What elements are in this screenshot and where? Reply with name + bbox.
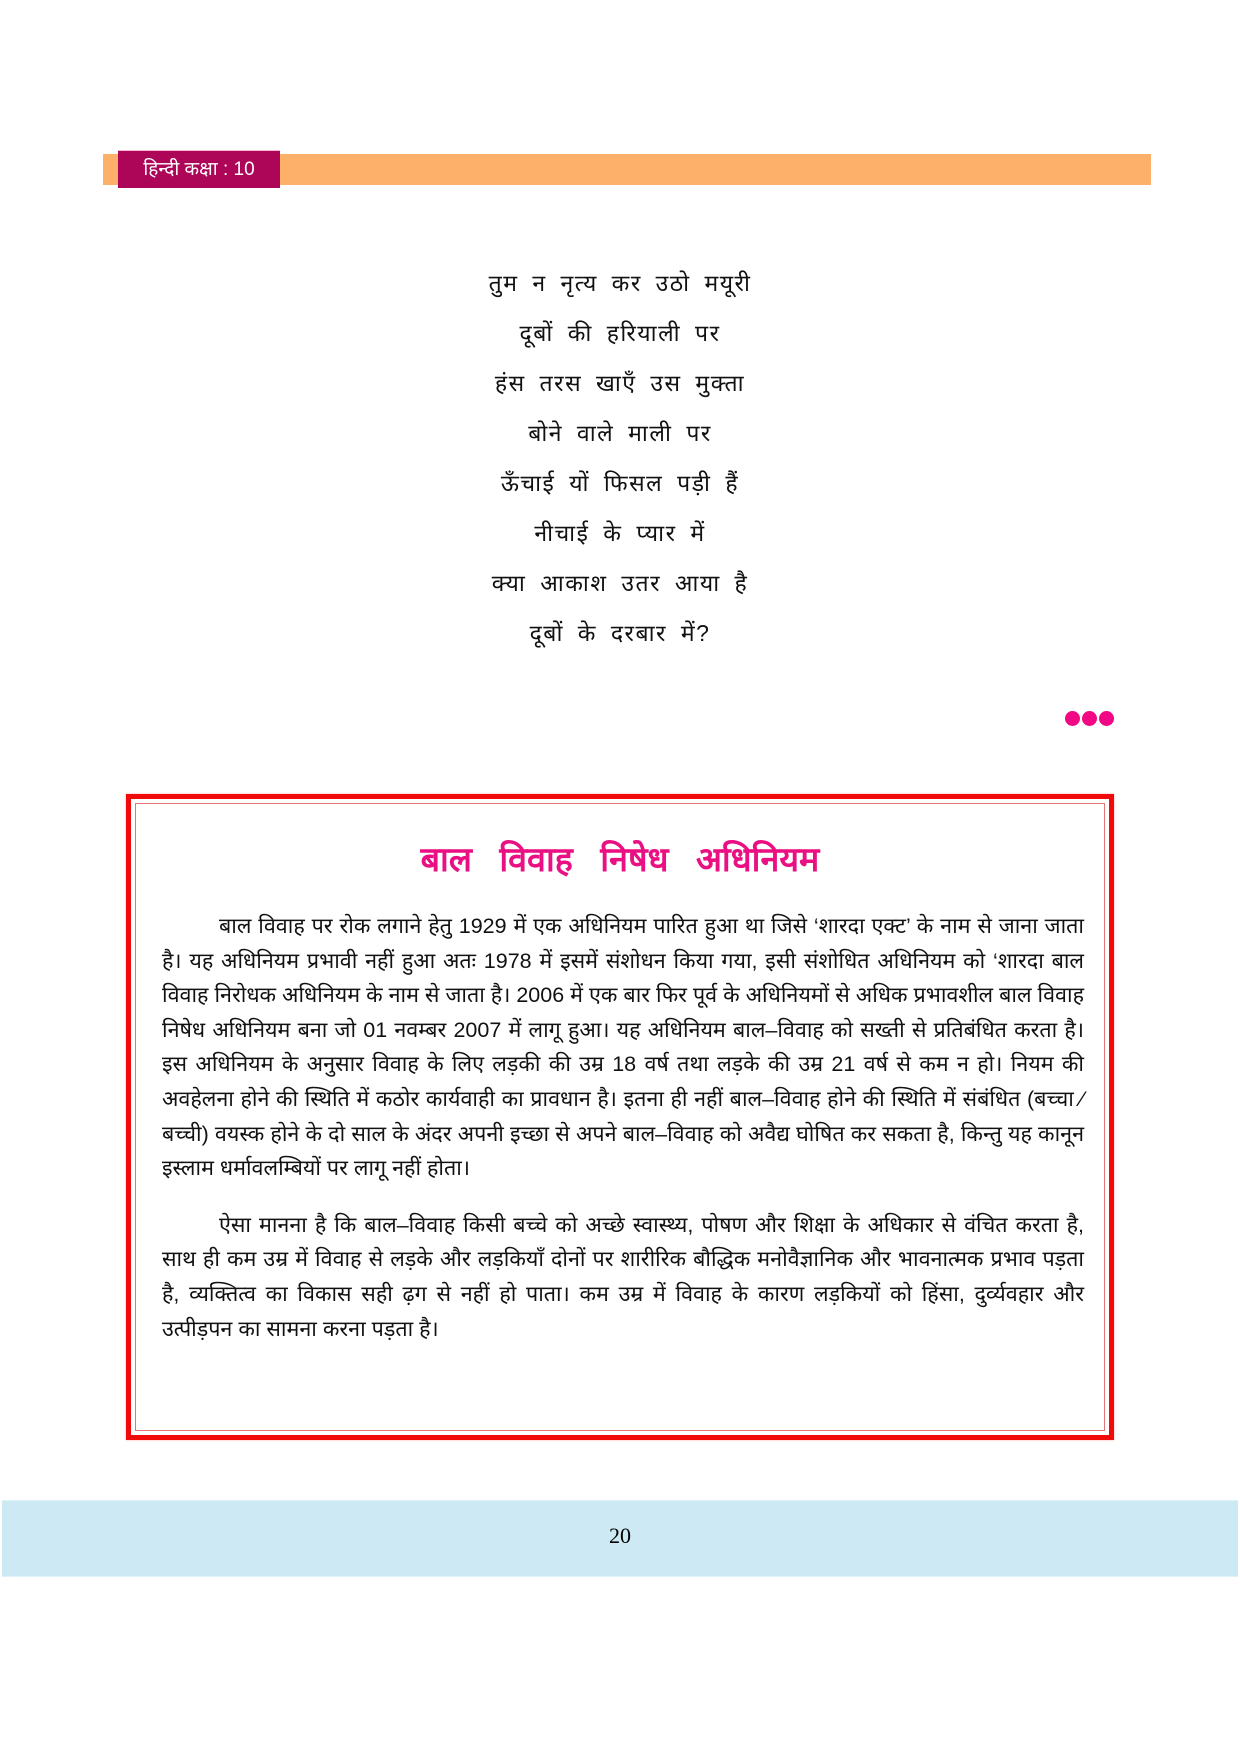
poem-line: बोने वाले माली पर: [528, 420, 712, 446]
section-end-dots: [1065, 711, 1114, 726]
poem-line: हंस तरस खाएँ उस मुक्ता: [494, 370, 746, 396]
footer-band: [2, 1500, 1238, 1577]
info-box-body: [162, 909, 1084, 1346]
dot-icon: [1099, 711, 1114, 726]
info-box-title: बाल विवाह निषेध अधिनियम: [420, 841, 820, 879]
poem-line: दूबों की हरियाली पर: [519, 320, 721, 346]
poem-line: ऊँचाई यों फिसल पड़ी हैं: [500, 470, 740, 496]
poem-line: क्या आकाश उतर आया है: [491, 570, 749, 596]
dot-icon: [1082, 711, 1097, 726]
header-subject-label: हिन्दी कक्षा : 10: [118, 150, 280, 188]
page-number: 20: [609, 1523, 631, 1548]
info-box-paragraph: ऐसा मानना है कि बाल–विवाह किसी बच्चे को अच्छे स्वास्थ्य, पोषण और शिक्षा के अधिकार से वंचित करता है, साथ ही कम उम्र में विवाह से लड़के और लड़कियाँ दोनों पर शारीरिक बौद्धिक मनोवैज्ञानिक और भावनात्मक प्रभाव पड़ता है, व्यक्तित्व का विकास सही ढ़ग से नहीं हो पाता। कम उम्र में विवाह के कारण लड़कियों को हिंसा, दुर्व्यवहार और उत्पीड़पन का सामना करना पड़ता है।: [162, 1212, 1084, 1341]
poem-line: नीचाई के प्यार में: [534, 520, 706, 546]
poem-stanza: [0, 258, 1240, 658]
poem-line: तुम न नृत्य कर उठो मयूरी: [488, 270, 752, 296]
dot-icon: [1065, 711, 1080, 726]
info-box-paragraph: बाल विवाह पर रोक लगाने हेतु 1929 में एक अधिनियम पारित हुआ था जिसे ‘शारदा एक्ट’ के नाम से जाना जाता है। यह अधिनियम प्रभावी नहीं हुआ अतः 1978 में इसमें संशोधन किया गया, इसी संशोधित अधिनियम को ‘शारदा बाल विवाह निरोधक अधिनियम के नाम से जाता है। 2006 में एक बार फिर पूर्व के अधिनियमों से अधिक प्रभावशील बाल विवाह निषेध अधिनियम बना जो 01 नवम्बर 2007 में लागू हुआ। यह अधिनियम बाल–विवाह को सख्ती से प्रतिबंधित करता है। इस अधिनियम के अनुसार विवाह के लिए लड़की की उम्र 18 वर्ष तथा लड़के की उम्र 21 वर्ष से कम न हो। नियम की अवहेलना होने की स्थिति में कठोर कार्यवाही का प्रावधान है। इतना ही नहीं बाल–विवाह होने की स्थिति में संबंधित (बच्चा ⁄ बच्ची) वयस्क होने के दो साल के अंदर अपनी इच्छा से अपने बाल–विवाह को अवैद्य घोषित कर सकता है, किन्तु यह कानून इस्लाम धर्मावलम्बियों पर लागू नहीं होता।: [162, 914, 1084, 1181]
poem-line: दूबों के दरबार में?: [529, 620, 711, 646]
